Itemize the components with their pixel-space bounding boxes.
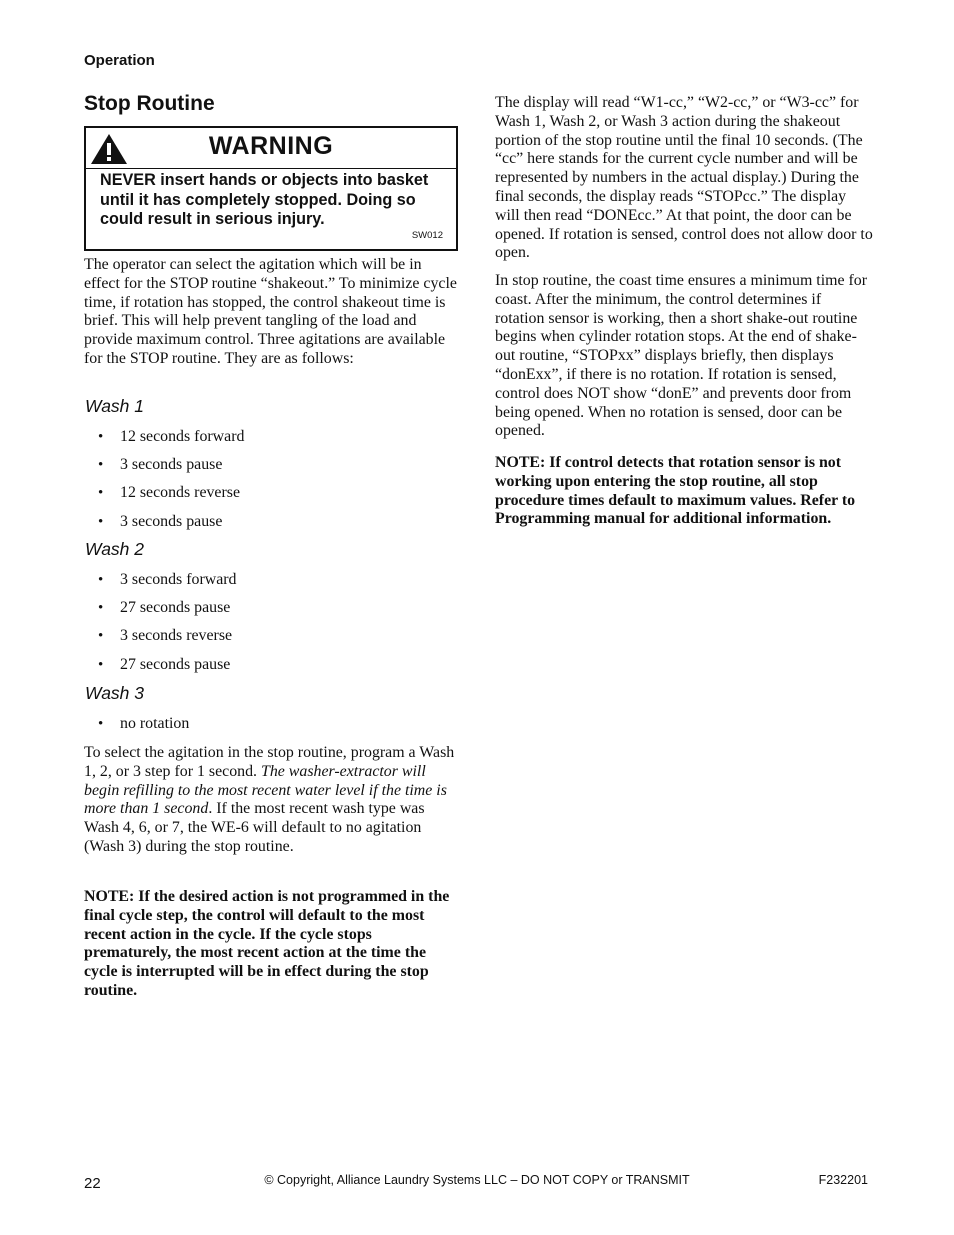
warning-header	[86, 128, 456, 169]
wash2-heading: Wash 2	[85, 539, 145, 559]
wash3-list	[84, 715, 189, 743]
warning-box	[84, 126, 458, 251]
wash3-heading: Wash 3	[85, 683, 145, 703]
page-title: Stop Routine	[84, 92, 215, 115]
wash2-list	[84, 571, 237, 684]
footer-copyright: © Copyright, Alliance Laundry Systems LLC – DO NOT COPY or TRANSMIT	[264, 1173, 690, 1187]
warning-code: SW012	[411, 230, 443, 241]
wash1-list	[84, 428, 244, 541]
select-text-italic: The washer-extractor will begin refilling to the most recent water level if the time is more than 1 second	[84, 762, 447, 818]
warning-text: NEVER insert hands or objects into basket until it has completely stopped. Doing so could result in serious injury.	[100, 171, 429, 228]
list-item: • 3 seconds pause	[84, 456, 244, 484]
list-item: • 27 seconds pause	[84, 656, 237, 684]
select-text-1: To select the agitation in the stop routine, program a Wash 1, 2, or 3 step for 1 second.	[84, 744, 455, 780]
select-paragraph	[84, 744, 459, 857]
section-label: Operation	[84, 52, 155, 69]
footer-doc-code: F232201	[818, 1173, 868, 1187]
list-item: • 12 seconds forward	[84, 428, 244, 456]
page-number: 22	[84, 1175, 101, 1192]
intro-paragraph: The operator can select the agitation which will be in effect for the STOP routine “shakeout.” To minimize cycle time, if rotation has stopped, the control shakeout time is brief. This will help prevent tangling of the load and provide maximum control. Three agitations are available for the STOP routine. They are as follows:	[84, 256, 457, 367]
list-item: • 3 seconds pause	[84, 513, 244, 541]
right-paragraph-1: The display will read “W1-cc,” “W2-cc,” or “W3-cc” for Wash 1, Wash 2, or Wash 3 action during the shakeout portion of the stop routine until the final 10 seconds. (The “cc” here stands for the current cycle number and will be represented by numbers in the actual display.) During the final seconds, the display reads “STOPcc.” The display will then read “DONEcc.” At that point, the door can be opened. If rotation is sensed, control does not allow door to open.	[495, 94, 873, 262]
list-item: • 3 seconds forward	[84, 571, 237, 599]
select-text-2: . If the most recent wash type was Wash 4, 6, or 7, the WE-6 will default to no agitation (Wash 3) during the stop routine.	[84, 800, 425, 855]
right-paragraph-2: In stop routine, the coast time ensures a minimum time for coast. After the minimum, the control determines if rotation sensor is working, then a short shake-out routine begins when cylinder rotation stops. At the end of shake-out routine, “STOPxx” displays briefly, then displays “donExx”, if there is no rotation. If rotation is sensed, control does NOT show “donE” and prevents door from being opened. When no rotation is sensed, door can be opened.	[495, 272, 868, 440]
wash1-heading: Wash 1	[85, 396, 145, 416]
note-left: NOTE: If the desired action is not programmed in the final cycle step, the control will default to the most recent action in the cycle. If the cycle stops prematurely, the most recent action at the time the cycle is interrupted will be in effect during the stop routine.	[84, 888, 450, 999]
list-item: • no rotation	[84, 715, 189, 743]
list-item: • 3 seconds reverse	[84, 627, 237, 655]
list-item: • 12 seconds reverse	[84, 484, 244, 512]
list-item: • 27 seconds pause	[84, 599, 237, 627]
note-right: NOTE: If control detects that rotation sensor is not working upon entering the stop routine, all stop procedure times default to maximum values. Refer to Programming manual for additional information.	[495, 454, 856, 528]
warning-title: WARNING	[208, 132, 334, 160]
